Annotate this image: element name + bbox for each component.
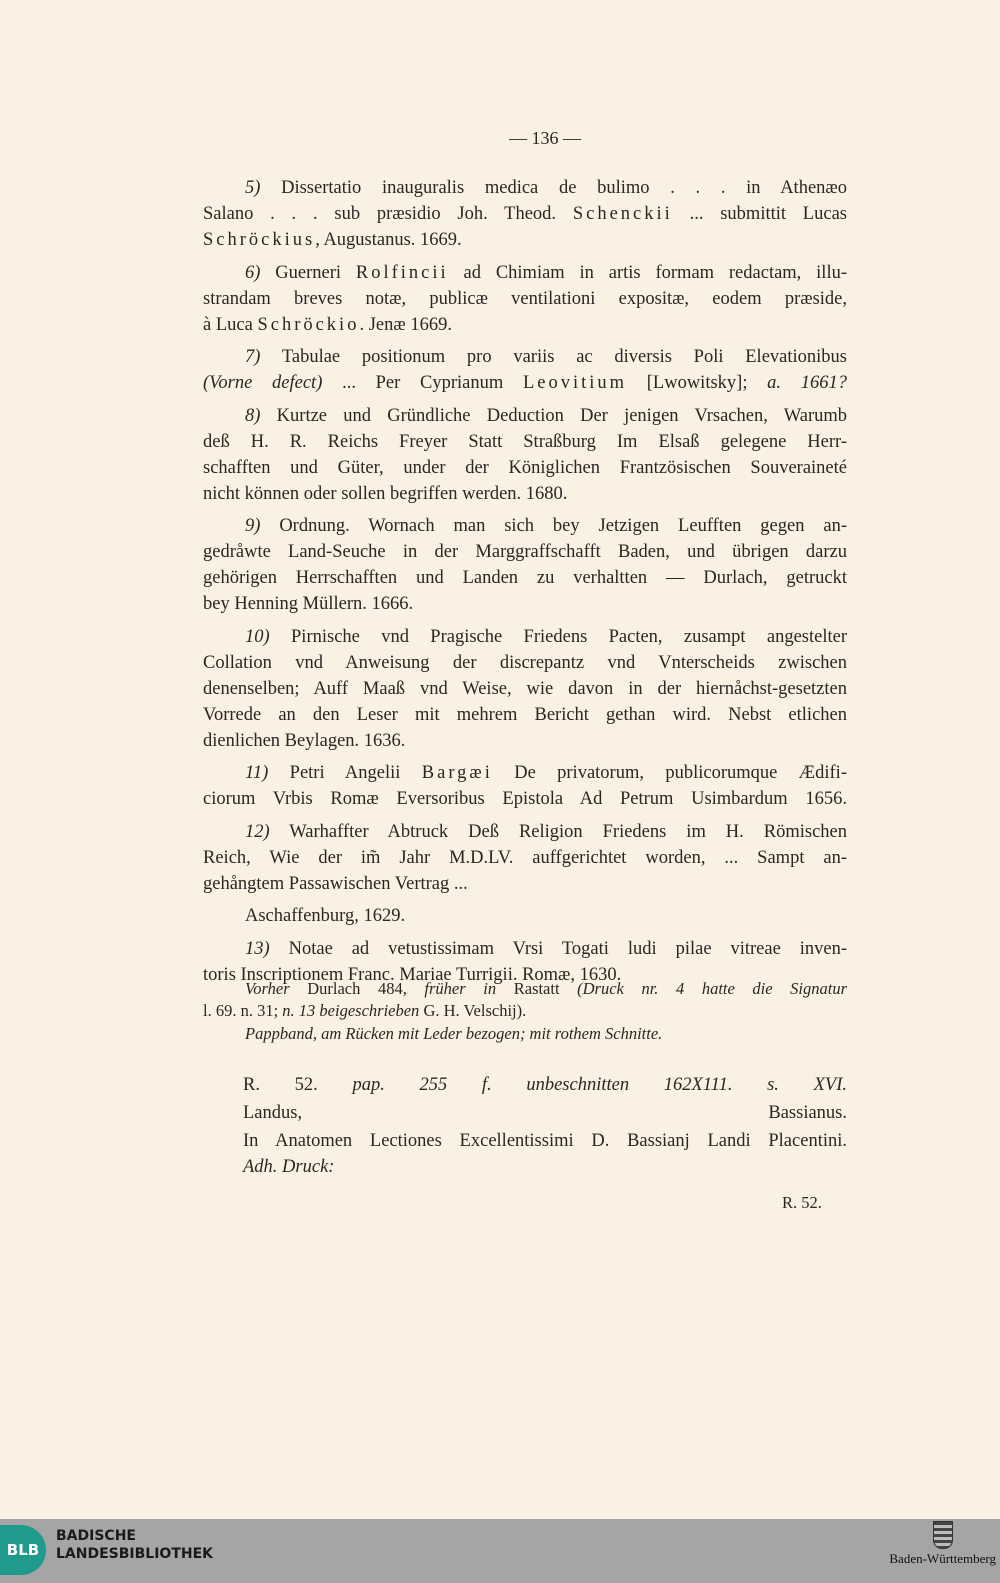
text-line — [203, 591, 847, 617]
text-line — [203, 455, 847, 481]
text-line — [203, 539, 847, 565]
text-segment: Tabulae positionum pro variis ac diversis Poli Elevationibus — [260, 347, 847, 367]
text-line — [243, 1156, 847, 1178]
text-segment: Pirnische vnd Pragische Friedens Pacten, zusampt angestelter — [269, 626, 847, 647]
catalog-entry — [203, 513, 847, 617]
catalog-entry — [203, 624, 847, 754]
italic-text: 11) — [245, 763, 269, 783]
signature-mark: R. 52. — [782, 1193, 822, 1212]
text-line — [203, 786, 847, 812]
italic-text: (Vorne defect) — [203, 373, 323, 393]
text-line — [203, 260, 847, 286]
text-segment: Vorrede an den Leser mit mehrem Bericht gethan wird. Nebst etlichen — [203, 704, 847, 725]
text-segment: l. 69. n. 31; — [203, 1001, 283, 1020]
text-line — [203, 403, 847, 429]
italic-text: früher in — [424, 979, 497, 998]
text-segment: Petri Angelii — [268, 763, 422, 783]
catalog-entry — [203, 819, 847, 897]
text-line — [203, 429, 847, 455]
text-segment: De privatorum, publicorumque Ædifi- — [492, 763, 847, 783]
text-line — [203, 175, 847, 201]
italic-text: Pappband, am Rücken mit Leder bezogen; mit rothem Schnitte. — [245, 1024, 663, 1043]
text-line — [243, 1071, 847, 1099]
text-segment: , Augustanus. 1669. — [315, 230, 462, 250]
text-line — [203, 871, 847, 897]
italic-text: 12) — [245, 821, 270, 842]
catalog-entry — [203, 175, 847, 253]
catalog-entry — [203, 903, 847, 929]
text-segment: Ordnung. Wornach man sich bey Jetzigen Leufften gegen an- — [260, 516, 847, 536]
text-segment: In Anatomen Lectiones Excellentissimi D. Bassianj Landi Placentini. — [243, 1131, 847, 1151]
text-segment: Durlach 484, — [289, 979, 425, 998]
text-line — [203, 201, 847, 227]
text-segment: gedråwte Land-Seuche in der Marggraffschafft Baden, und übrigen darzu — [203, 542, 847, 562]
text-segment: dienlichen Beylagen. 1636. — [203, 730, 406, 751]
note-paragraph — [203, 978, 847, 1022]
blb-logo[interactable]: BLB — [0, 1525, 46, 1575]
manuscript-record — [243, 1071, 847, 1178]
text-line — [203, 344, 847, 370]
text-segment: Guerneri — [260, 262, 356, 283]
text-line — [203, 903, 847, 929]
state-name: Baden-Württemberg — [889, 1551, 996, 1566]
catalog-entry — [203, 403, 847, 507]
text-line — [203, 1000, 847, 1022]
text-segment: Dissertatio inauguralis medica de bulimo . . . in Athenæo — [260, 178, 847, 198]
provenance-notes — [203, 978, 847, 1046]
text-segment: Reich, Wie der im̃ Jahr M.D.LV. auffgerichtet worden, ... Sampt an- — [203, 847, 847, 868]
spaced-name: Schenckii — [572, 204, 673, 224]
text-segment: strandam breves notæ, publicæ ventilationi expositæ, eodem præside, — [203, 288, 847, 309]
text-segment: ... submittit Lucas — [672, 204, 847, 224]
text-segment: Collation vnd Anweisung der discrepantz vnd Vnterscheids zwischen — [203, 652, 847, 673]
text-segment: bey Henning Müllern. 1666. — [203, 594, 414, 614]
italic-text: Adh. Druck: — [243, 1157, 335, 1177]
catalog-entry — [203, 344, 847, 396]
text-line — [203, 978, 847, 1000]
text-line — [203, 728, 847, 754]
text-line — [243, 1099, 847, 1127]
italic-text: 5) — [245, 178, 261, 198]
spaced-name: Rolfincii — [355, 262, 449, 283]
text-line — [203, 286, 847, 312]
spaced-name: Schröckius — [203, 230, 316, 250]
entries-list — [203, 175, 847, 994]
text-line — [203, 650, 847, 676]
text-segment: toris Inscriptionem Franc. Mariae Turrigii. Romæ, 1630. — [203, 964, 622, 985]
text-segment: [Lwowitsky]; — [627, 373, 768, 393]
text-segment: ... Per Cyprianum — [322, 373, 523, 393]
text-line — [203, 227, 847, 253]
text-line — [203, 819, 847, 845]
text-segment: denenselben; Auff Maaß vnd Weise, wie davon in der hiernåchst-gesetzten — [203, 678, 847, 699]
italic-text: n. 13 beigeschrieben — [282, 1001, 420, 1020]
text-line — [203, 702, 847, 728]
italic-text: 7) — [245, 347, 261, 367]
text-segment: Warhaffter Abtruck Deß Religion Friedens im H. Römischen — [269, 821, 847, 842]
text-segment: ciorum Vrbis Romæ Eversoribus Epistola Ad Petrum Usimbardum 1656. — [203, 789, 847, 809]
text-line — [203, 624, 847, 650]
library-name — [56, 1527, 213, 1563]
library-name-line1: BADISCHE — [56, 1528, 136, 1544]
text-line — [203, 845, 847, 871]
italic-text: pap. 255 f. unbeschnitten 162X111. s. XVI. — [352, 1075, 847, 1095]
text-line — [203, 370, 847, 396]
footer-bar — [0, 1519, 1000, 1583]
italic-text: 10) — [245, 626, 270, 647]
catalog-entry — [203, 260, 847, 338]
italic-text: (Druck nr. 4 hatte die Signatur — [577, 979, 848, 998]
text-segment: schafften und Güter, under der Königlichen Frantzösischen Souveraineté — [203, 457, 847, 478]
text-line — [203, 481, 847, 507]
state-logo[interactable] — [889, 1521, 996, 1567]
note-paragraph — [203, 1023, 847, 1045]
text-line — [243, 1127, 847, 1156]
text-segment: gehörigen Herrschafften und Landen zu verhaltten — Durlach, getruckt — [203, 568, 847, 588]
italic-text: 6) — [245, 262, 261, 283]
text-segment: à Luca — [203, 314, 258, 335]
text-line — [203, 760, 847, 786]
page-number: — 136 — — [509, 128, 581, 148]
italic-text: 8) — [245, 405, 261, 426]
italic-text: 9) — [245, 516, 261, 536]
text-segment: R. 52. — [243, 1075, 353, 1095]
text-segment: G. H. Velschij). — [419, 1001, 527, 1020]
text-line — [203, 1023, 847, 1045]
text-segment: Kurtze und Gründliche Deduction Der jenigen Vrsachen, Warumb — [260, 405, 847, 426]
text-line — [203, 312, 847, 338]
record-block — [243, 1071, 847, 1178]
library-name-line2: LANDESBIBLIOTHEK — [56, 1546, 214, 1562]
text-line — [203, 936, 847, 962]
text-segment: ad Chimiam in artis formam redactam, illu- — [448, 262, 847, 283]
text-segment: Rastatt — [496, 979, 578, 998]
text-line — [203, 565, 847, 591]
text-segment: Notae ad vetustissimam Vrsi Togati ludi pilae vitreae inven- — [269, 938, 847, 959]
text-segment: nicht können oder sollen begriffen werden. 1680. — [203, 483, 568, 504]
spaced-name: Bargæi — [421, 763, 493, 783]
catalog-entry — [203, 760, 847, 812]
italic-text: 13) — [245, 938, 270, 959]
text-segment: Salano . . . sub præsidio Joh. Theod. — [203, 204, 573, 224]
text-line — [203, 513, 847, 539]
coat-of-arms-icon — [933, 1521, 953, 1549]
italic-text: a. 1661? — [767, 373, 848, 393]
spaced-name: Schröckio — [257, 314, 360, 335]
text-segment: gehångtem Passawischen Vertrag ... — [203, 873, 468, 894]
italic-text: Vorher — [245, 979, 290, 998]
text-segment: . Jenæ 1669. — [359, 314, 452, 335]
text-segment: deß H. R. Reichs Freyer Statt Straßburg Im Elsaß gelegene Herr- — [203, 431, 847, 452]
text-line — [203, 676, 847, 702]
spaced-name: Leovitium — [522, 373, 628, 393]
text-segment: Aschaffenburg, 1629. — [245, 906, 406, 926]
text-segment: Landus, Bassianus. — [243, 1103, 847, 1123]
